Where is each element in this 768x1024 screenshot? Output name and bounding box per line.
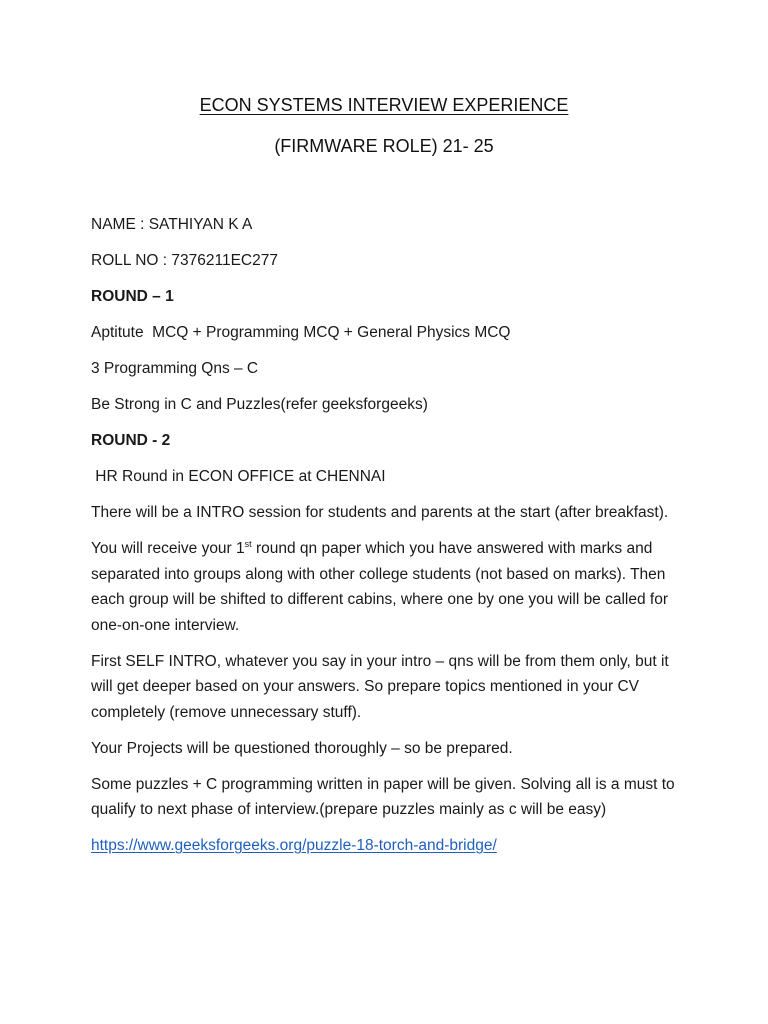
round-1-line-tip: Be Strong in C and Puzzles(refer geeksforgeeks) [91,396,428,413]
round-2-puzzles: Some puzzles + C programming written in paper will be given. Solving all is a must to qualify to next phase of interview.(prepare puzzles mainly as c will be easy) [91,775,675,818]
link-paragraph [91,833,691,859]
round-2-self-intro: First SELF INTRO, whatever you say in your intro – qns will be from them only, but it will get deeper based on your answers. So prepare topics mentioned in your CV completely (remove unnecessary stuff). [91,652,669,721]
document-body [91,212,691,869]
receive-text-post: round qn paper which you have answered with marks and separated into groups along with other college students (not based on marks). Then each group will be shifted to different cabins, where one by one you will be called for one-on-one interview. [91,540,669,634]
round-1-heading: ROUND – 1 [91,288,174,305]
document-title: ECON SYSTEMS INTERVIEW EXPERIENCE [199,95,569,115]
round-2-heading: ROUND - 2 [91,432,171,449]
round-2-intro-session: There will be a INTRO session for students and parents at the start (after breakfast). [91,504,669,521]
name-line: NAME : SATHIYAN K A [91,216,253,233]
document-subtitle: (FIRMWARE ROLE) 21- 25 [274,136,494,156]
round-1-line-mcq: Aptitute MCQ + Programming MCQ + General Physics MCQ [91,324,511,341]
receive-superscript: st [244,538,252,549]
round-2-hr-round: HR Round in ECON OFFICE at CHENNAI [91,468,386,485]
geeksforgeeks-link[interactable]: https://www.geeksforgeeks.org/puzzle-18-torch-and-bridge/ [91,837,497,854]
round-1-line-programming: 3 Programming Qns – C [91,360,259,377]
round-2-projects: Your Projects will be questioned thoroughly – so be prepared. [91,739,513,757]
round-2-receive-paragraph [91,536,691,638]
roll-no-line: ROLL NO : 7376211EC277 [91,252,278,269]
receive-text-pre: You will receive your 1 [91,540,245,557]
